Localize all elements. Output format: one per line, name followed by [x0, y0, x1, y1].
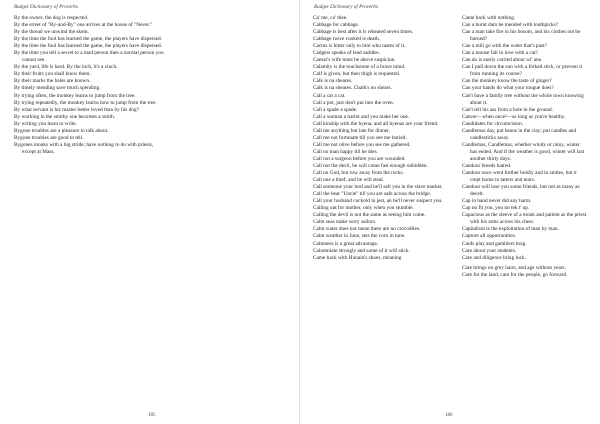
proverb-entry: Candidates for circumcision. [462, 120, 524, 127]
proverb-entry: Care brings on grey hairs, and age without years. [462, 264, 566, 271]
proverb-entry: Candour once went further boldly and in smiles, but it crept home in tatters and tears. [462, 170, 577, 184]
proverb-entry: Calf is given, but then thigh is requested. [313, 71, 400, 78]
proverb-entry: By the time the fool has learned the game, the players have dispersed. [14, 36, 162, 43]
proverb-entry: By their fruits you shall know them. [14, 71, 91, 78]
proverb-entry: By the time you tell a secret to a mad person then a normal person you cannot see. [14, 50, 164, 64]
proverb-entry: Care for the land, care for the people, go forward. [462, 271, 568, 278]
proverb-entry: Cabbage for cabbage. [313, 22, 360, 29]
proverb-entry: Call a spade a spade. [313, 106, 358, 113]
proverb-entry: Candlemas day, put beans in the clay; put candles and candlesticks away. [462, 127, 577, 141]
proverb-entry: By trying often, the monkey learns to jump from the tree. [14, 92, 136, 99]
proverb-entry: Ca' me, ca' thee. [313, 15, 348, 21]
proverb-entry: Calmness is a great advantage. [313, 240, 379, 247]
proverb-entry: Can't tell his ass from a hole in the ground. [462, 106, 553, 113]
proverb-entry: Bygone troubles are good to tell. [14, 134, 84, 141]
proverb-entry: Calamity is the touchstone of a brave mind. [313, 64, 406, 71]
proverb-entry: Calk is na sheares. [313, 78, 353, 85]
proverb-entry: Call a cat a cat. [313, 92, 346, 99]
proverb-entry: By their marks the bales are known. [14, 78, 91, 85]
proverb-entry: Cabbage is best after it is reheated seven times. [313, 29, 414, 36]
running-header-right: Budget Dictionary of Proverbs [314, 4, 378, 10]
proverb-entry: Care about your students. [462, 247, 517, 254]
proverb-entry: Call not the devil, he will come fast enough unbidden. [313, 162, 428, 169]
proverb-entry: Candour breeds hatred. [462, 162, 512, 169]
proverb-entry: Can a mouse fall in love with a cat? [462, 50, 538, 57]
running-header-left: Budget Dictionary of Proverbs [14, 4, 78, 10]
proverb-entry: Call no man happy till he dies. [313, 148, 378, 155]
proverb-entry: Call me not fortunate till you see me buried. [313, 134, 407, 141]
proverb-list-left [14, 15, 164, 156]
proverb-entry: Cadgers speaks of lead saddles. [313, 50, 380, 57]
proverb-entry: Cards play and gamblers brag. [462, 240, 527, 247]
proverb-entry: Calling out for mother, only when you stumble. [313, 205, 414, 212]
proverb-entry: Call someone your lord and he'll sell you in the slave market. [313, 184, 443, 191]
proverb-entry: By the yard, life is hard. By the inch, it's a cinch. [14, 64, 118, 71]
proverb-entry: Care and diligence bring luck. [462, 254, 526, 261]
proverb-list-right-column-1 [313, 15, 456, 262]
proverb-entry: Bygone troubles are a pleasure to talk about. [14, 127, 109, 134]
proverb-entry: Cabbage twice cooked is death. [313, 36, 380, 43]
proverb-entry: Can your hands do what your tongue does? [462, 85, 554, 92]
proverb-entry: Can the monkey know the taste of ginger? [462, 78, 552, 85]
proverb-entry: By the time the fool has learned the game, the players have dispersed. [14, 43, 162, 50]
proverb-entry: Cactus is bitter only to him who tastes of it. [313, 43, 406, 50]
proverb-entry: By working in the smithy one becomes a smith. [14, 113, 116, 120]
proverb-entry: Caesar's wife must be above suspicion. [313, 57, 396, 64]
proverb-entry: Bygones monks with a big stride; have nothing to do with priests, except at Mass. [14, 141, 154, 155]
proverb-entry: Call not a surgeon before you are wounded. [313, 155, 406, 162]
proverb-entry: Call a woman a harlot and you make her one. [313, 113, 410, 120]
proverb-list-right-column-2 [462, 15, 588, 279]
proverb-entry: Capitalism is the exploitation of man by man. [462, 226, 559, 233]
proverb-entry: Calling the devil is not the same as seeing him come. [313, 212, 426, 219]
proverb-entry: By the thread we unwind the skein. [14, 29, 89, 36]
proverb-entry: Can I pull down the sun with a forked stick, or prevent it from running its course? [462, 64, 583, 78]
proverb-entry: Cap no fit you, you no tek t' up. [462, 205, 530, 212]
proverb-entry: Calk is na sheares. Chalk's no shears. [313, 85, 392, 92]
right-page [300, 0, 600, 424]
proverb-entry: Cancer—when once!—as long as you're healthy. [462, 113, 566, 120]
proverb-entry: By what servant is his master better loved than by his dog? [14, 106, 139, 113]
proverb-entry: Call a pot, just don't put into the oven. [313, 99, 394, 106]
proverb-entry: Calm water does not mean there are no crocodiles. [313, 226, 421, 233]
proverb-entry: Capture all opportunities. [462, 233, 516, 240]
proverb-entry: By the street of "By-and-By" one arrives at the house of "Never." [14, 22, 153, 29]
proverb-entry: Calm seas make sorry sailors. [313, 219, 377, 226]
proverb-entry: Can a mill go with the water that's past? [462, 43, 547, 50]
page-number-left: 185 [148, 413, 156, 418]
proverb-entry: Can't have a family tree without the whole town knowing about it. [462, 92, 584, 106]
proverb-entry: Capacious as the sleeve of a monk and patient as the priest with his arms across his chest. [462, 212, 587, 226]
proverb-entry: Candour will lose you some friends, but not as many as deceit. [462, 184, 580, 198]
proverb-entry: By writing you learn to write. [14, 120, 77, 127]
proverb-entry: Call one a thief, and he will steal. [313, 177, 385, 184]
proverb-entry: Call on God, but row away from the rocks. [313, 170, 404, 177]
proverb-entry: Can do is easily carried about wi' ane. [462, 57, 543, 64]
proverb-entry: Candlemas, Candlemas, whether windy or rainy, winter has ended. And if the weather is good, winter will last another thirty days. [462, 141, 585, 162]
proverb-entry: Cap in hand never did any harm. [462, 198, 532, 205]
proverb-entry: Came back with Hunain's shoes, meaning [313, 254, 402, 261]
proverb-entry: Call the bear "Uncle" till you are safe across the bridge. [313, 191, 432, 198]
proverb-entry: Call kinship with the hyena, and all hyenas are your friend. [313, 120, 439, 127]
proverb-entry: By trying repeatedly, the monkey learns how to jump from the tree. [14, 99, 157, 106]
proverb-entry: Call me anything but late for dinner. [313, 127, 390, 134]
proverb-entry: By timely mending save much spending. [14, 85, 101, 92]
proverb-entry: Calm weather in June, sets the corn in tune. [313, 233, 406, 240]
page-number-right: 186 [445, 413, 453, 418]
proverb-entry: By the owner, the dog is respected. [14, 15, 89, 21]
proverb-entry: Call me not olive before you see me gathered. [313, 141, 411, 148]
proverb-entry: Can a burnt dam be mended with toothpicks? [462, 22, 559, 29]
proverb-entry: Call your husband cuckold in jest, an he'll never suspect you. [313, 198, 443, 205]
proverb-entry: Calumniate strongly and some of it will stick. [313, 247, 410, 254]
proverb-entry: Can a man take fire in his bosom, and his clothes not be burned? [462, 29, 581, 43]
proverb-entry: Came back with nothing. [462, 15, 516, 21]
